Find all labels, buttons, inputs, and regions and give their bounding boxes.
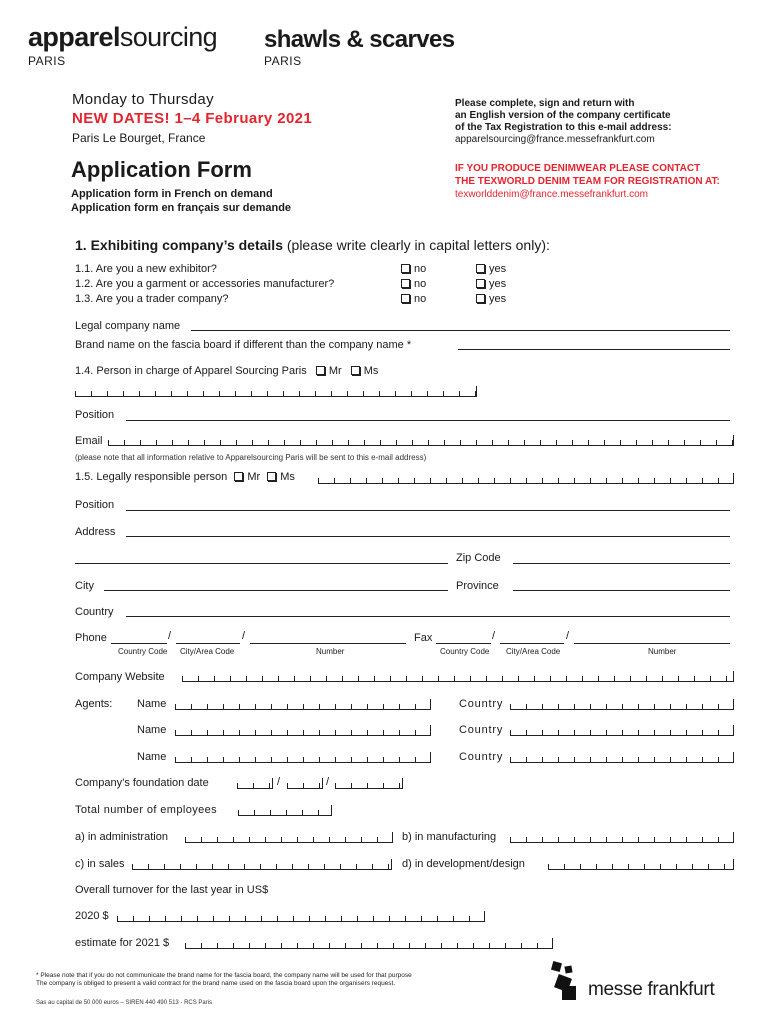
foundation-slash-1: / bbox=[277, 776, 281, 788]
phone-number-label: Number bbox=[316, 647, 345, 656]
fax-number-label: Number bbox=[648, 647, 677, 656]
turnover-2020-boxes[interactable] bbox=[117, 911, 485, 922]
agent2-country-boxes[interactable] bbox=[510, 725, 734, 736]
brand-name-label: Brand name on the fascia board if different than the company name * bbox=[75, 339, 412, 351]
agent1-name-boxes[interactable] bbox=[175, 699, 431, 710]
denim-email[interactable]: texworlddenim@france.messefrankfurt.com bbox=[455, 189, 648, 200]
apparel-sourcing-logo: apparelsourcing bbox=[28, 22, 218, 52]
zip-field[interactable] bbox=[513, 563, 730, 564]
french-note-2: Application form en français sur demande bbox=[71, 202, 292, 214]
messe-frankfurt-logo-text: messe frankfurt bbox=[588, 979, 715, 1000]
apparel-sourcing-logo-sub: PARIS bbox=[28, 54, 66, 68]
foundation-month-boxes[interactable] bbox=[287, 778, 323, 789]
fax-city-code[interactable] bbox=[500, 643, 564, 644]
legal-name-boxes[interactable] bbox=[318, 473, 734, 484]
agent1-country-label: Country bbox=[459, 698, 504, 710]
q2-yes-checkbox[interactable]: yes bbox=[476, 277, 506, 292]
website-label: Company Website bbox=[75, 671, 165, 683]
sales-boxes[interactable] bbox=[132, 859, 392, 870]
fax-city-code-label: City/Area Code bbox=[506, 647, 561, 656]
new-dates: NEW DATES! 1–4 February 2021 bbox=[72, 110, 313, 127]
footer-legal: Sas au capital de 50 000 euros – SIREN 440 490 513 - RCS Paris bbox=[36, 1000, 213, 1006]
agents-label: Agents: bbox=[75, 698, 113, 710]
page-title: Application Form bbox=[71, 157, 252, 182]
question-3: 1.3. Are you a trader company? bbox=[75, 293, 229, 305]
yes-options bbox=[476, 262, 506, 307]
fax-slash-2: / bbox=[566, 630, 570, 642]
position-field[interactable] bbox=[126, 420, 730, 421]
question-1: 1.1. Are you a new exhibitor? bbox=[75, 263, 217, 275]
agent1-name-label: Name bbox=[137, 698, 167, 710]
agent3-country-label: Country bbox=[459, 751, 504, 763]
agent2-country-label: Country bbox=[459, 724, 504, 736]
phone-country-code-label: Country Code bbox=[118, 647, 168, 656]
person-ms-checkbox[interactable]: Ms bbox=[351, 365, 379, 377]
city-label: City bbox=[75, 580, 94, 592]
denim-note: IF YOU PRODUCE DENIMWEAR PLEASE CONTACT THE TEXWORLD DENIM TEAM FOR REGISTRATION AT: texworlddenim@france.messefrankfurt.com bbox=[455, 163, 720, 200]
position2-label: Position bbox=[75, 499, 115, 511]
q1-yes-checkbox[interactable]: yes bbox=[476, 262, 506, 277]
foundation-year-boxes[interactable] bbox=[335, 778, 403, 789]
question-list bbox=[75, 262, 334, 307]
event-days: Monday to Thursday bbox=[72, 91, 214, 108]
sales-label: c) in sales bbox=[75, 858, 125, 870]
turnover-label: Overall turnover for the last year in US$ bbox=[75, 884, 269, 896]
legal-responsible-label: 1.5. Legally responsible person Mr Ms bbox=[75, 471, 295, 483]
q2-no-checkbox[interactable]: no bbox=[401, 277, 426, 292]
shawls-scarves-logo: shawls & scarves bbox=[264, 26, 455, 53]
event-location: Paris Le Bourget, France bbox=[72, 131, 206, 145]
fax-slash-1: / bbox=[492, 630, 496, 642]
country-label: Country bbox=[75, 606, 114, 618]
city-field[interactable] bbox=[104, 590, 448, 591]
legal-name-field[interactable] bbox=[191, 330, 730, 331]
fax-label: Fax bbox=[414, 632, 433, 644]
province-label: Province bbox=[456, 580, 499, 592]
turnover-2020-label: 2020 $ bbox=[75, 910, 109, 922]
agent1-country-boxes[interactable] bbox=[510, 699, 734, 710]
zip-label: Zip Code bbox=[456, 552, 501, 564]
legal-name-label: Legal company name bbox=[75, 320, 181, 332]
position-label: Position bbox=[75, 409, 115, 421]
shawls-scarves-logo-sub: PARIS bbox=[264, 54, 302, 68]
employees-boxes[interactable] bbox=[238, 805, 332, 816]
agent2-name-boxes[interactable] bbox=[175, 725, 431, 736]
turnover-2021-boxes[interactable] bbox=[185, 938, 553, 949]
footer-notes: * Please note that if you do not communicate the brand name for the fascia board, the company name will be used for that purpose The company is obliged to present a valid contract for the brand name used on the fascia board upon the organisers request. bbox=[36, 972, 412, 987]
phone-slash-1: / bbox=[168, 630, 172, 642]
return-note: Please complete, sign and return with an English version of the company certificate of the Tax Registration to this e-mail address: apparelsourcing@france.messefrankfurt.com bbox=[455, 98, 672, 145]
brand-name-field[interactable] bbox=[458, 349, 730, 350]
person-name-boxes[interactable] bbox=[75, 386, 477, 397]
phone-number[interactable] bbox=[250, 643, 406, 644]
person-in-charge-label: 1.4. Person in charge of Apparel Sourcing Paris Mr Ms bbox=[75, 365, 379, 377]
messe-frankfurt-logo-icon bbox=[548, 962, 582, 1000]
q3-no-checkbox[interactable]: no bbox=[401, 292, 426, 307]
address-field[interactable] bbox=[126, 536, 730, 537]
address-line-2[interactable] bbox=[75, 563, 448, 564]
foundation-slash-2: / bbox=[326, 776, 330, 788]
foundation-label: Company’s foundation date bbox=[75, 777, 209, 789]
agent2-name-label: Name bbox=[137, 724, 167, 736]
agent3-country-boxes[interactable] bbox=[510, 752, 734, 763]
phone-country-code[interactable] bbox=[111, 643, 167, 644]
fax-number[interactable] bbox=[574, 643, 730, 644]
q1-no-checkbox[interactable]: no bbox=[401, 262, 426, 277]
phone-city-code-label: City/Area Code bbox=[180, 647, 235, 656]
phone-city-code[interactable] bbox=[176, 643, 240, 644]
turnover-2021-label: estimate for 2021 $ bbox=[75, 937, 170, 949]
return-email[interactable]: apparelsourcing@france.messefrankfurt.com bbox=[455, 134, 655, 145]
q3-yes-checkbox[interactable]: yes bbox=[476, 292, 506, 307]
person-mr-checkbox[interactable]: Mr bbox=[316, 365, 342, 377]
manufacturing-label: b) in manufacturing bbox=[402, 831, 497, 843]
fax-country-code[interactable] bbox=[436, 643, 491, 644]
country-field[interactable] bbox=[126, 616, 730, 617]
legal-mr-checkbox[interactable]: Mr bbox=[234, 471, 260, 483]
phone-slash-2: / bbox=[242, 630, 246, 642]
phone-label: Phone bbox=[75, 632, 107, 644]
fax-country-code-label: Country Code bbox=[440, 647, 490, 656]
french-note-1: Application form in French on demand bbox=[71, 188, 273, 200]
development-label: d) in development/design bbox=[402, 858, 525, 870]
legal-ms-checkbox[interactable]: Ms bbox=[267, 471, 295, 483]
foundation-day-boxes[interactable] bbox=[237, 778, 273, 789]
email-label: Email bbox=[75, 435, 103, 447]
province-field[interactable] bbox=[513, 590, 730, 591]
position2-field[interactable] bbox=[126, 510, 730, 511]
agent3-name-boxes[interactable] bbox=[175, 752, 431, 763]
development-boxes[interactable] bbox=[548, 859, 734, 870]
section-heading: 1. Exhibiting company’s details (please write clearly in capital letters only): bbox=[75, 237, 550, 253]
address-label: Address bbox=[75, 526, 116, 538]
manufacturing-boxes[interactable] bbox=[510, 832, 734, 843]
email-boxes[interactable] bbox=[108, 435, 734, 446]
employees-label: Total number of employees bbox=[75, 804, 218, 816]
website-boxes[interactable] bbox=[182, 671, 734, 682]
admin-boxes[interactable] bbox=[185, 832, 393, 843]
question-2: 1.2. Are you a garment or accessories manufacturer? bbox=[75, 278, 335, 290]
agent3-name-label: Name bbox=[137, 751, 167, 763]
admin-label: a) in administration bbox=[75, 831, 168, 843]
no-options bbox=[401, 262, 426, 307]
email-note: (please note that all information relative to Apparelsourcing Paris will be sent to this e-mail address) bbox=[75, 453, 427, 462]
